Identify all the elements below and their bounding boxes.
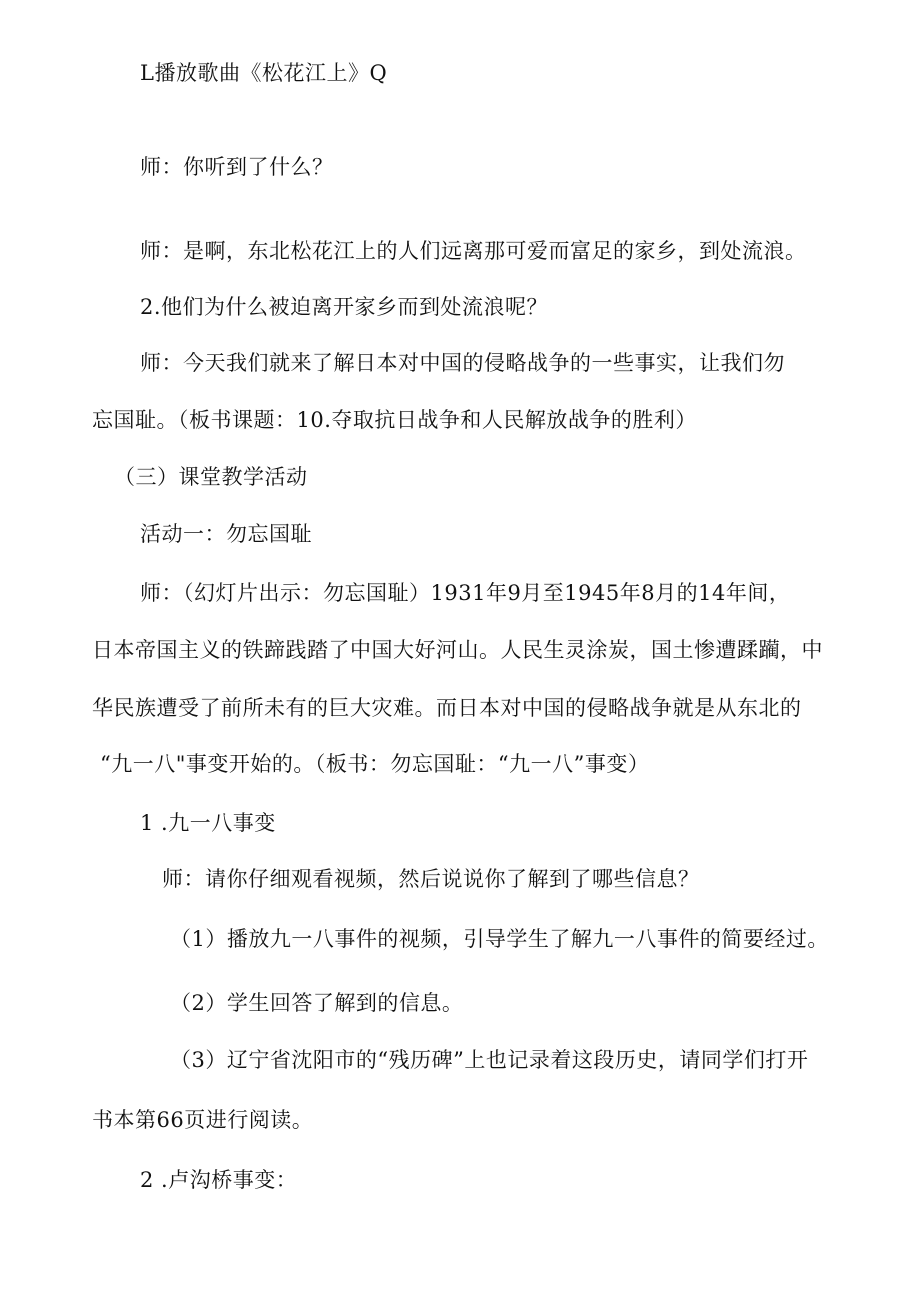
paragraph-line: 华民族遭受了前所未有的巨大灾难。而日本对中国的侵略战争就是从东北的: [92, 696, 802, 720]
paragraph-line: 师：请你仔细观看视频，然后说说你了解到了哪些信息？: [162, 867, 700, 891]
paragraph-line: 日本帝国主义的铁蹄践踏了中国大好河山。人民生灵涂炭，国土惨遭蹂躏，中: [92, 638, 823, 662]
paragraph-line: 师：是啊，东北松花江上的人们远离那可爱而富足的家乡，到处流浪。: [140, 239, 807, 263]
subsection-heading: 1 .九一八事变: [140, 811, 276, 835]
paragraph-line: 2.他们为什么被迫离开家乡而到处流浪呢？: [140, 295, 549, 319]
paragraph-line: “九一八"事变开始的。（板书：勿忘国耻：“九一八”事变）: [100, 752, 650, 776]
paragraph-line: 忘国耻。（板书课题：10.夺取抗日战争和人民解放战争的胜利）: [92, 408, 697, 432]
paragraph-line: 师：（幻灯片出示：勿忘国耻）1931年9月至1945年8月的14年间，: [140, 581, 791, 605]
list-item: （1）播放九一八事件的视频，引导学生了解九一八事件的简要经过。: [170, 927, 829, 951]
paragraph-line: L播放歌曲《松花江上》Q: [140, 61, 388, 85]
section-heading: （三）课堂教学活动: [114, 465, 308, 489]
list-item: （3）辽宁省沈阳市的“残历碑”上也记录着这段历史，请同学们打开: [170, 1048, 809, 1072]
subsection-heading: 2 .卢沟桥事变：: [140, 1168, 298, 1192]
paragraph-line: 书本第66页进行阅读。: [92, 1108, 314, 1132]
list-item: （2）学生回答了解到的信息。: [170, 991, 464, 1015]
paragraph-line: 师：你听到了什么？: [140, 155, 334, 179]
activity-heading: 活动一：勿忘国耻: [140, 522, 312, 546]
paragraph-line: 师：今天我们就来了解日本对中国的侵略战争的一些事实，让我们勿: [140, 351, 785, 375]
